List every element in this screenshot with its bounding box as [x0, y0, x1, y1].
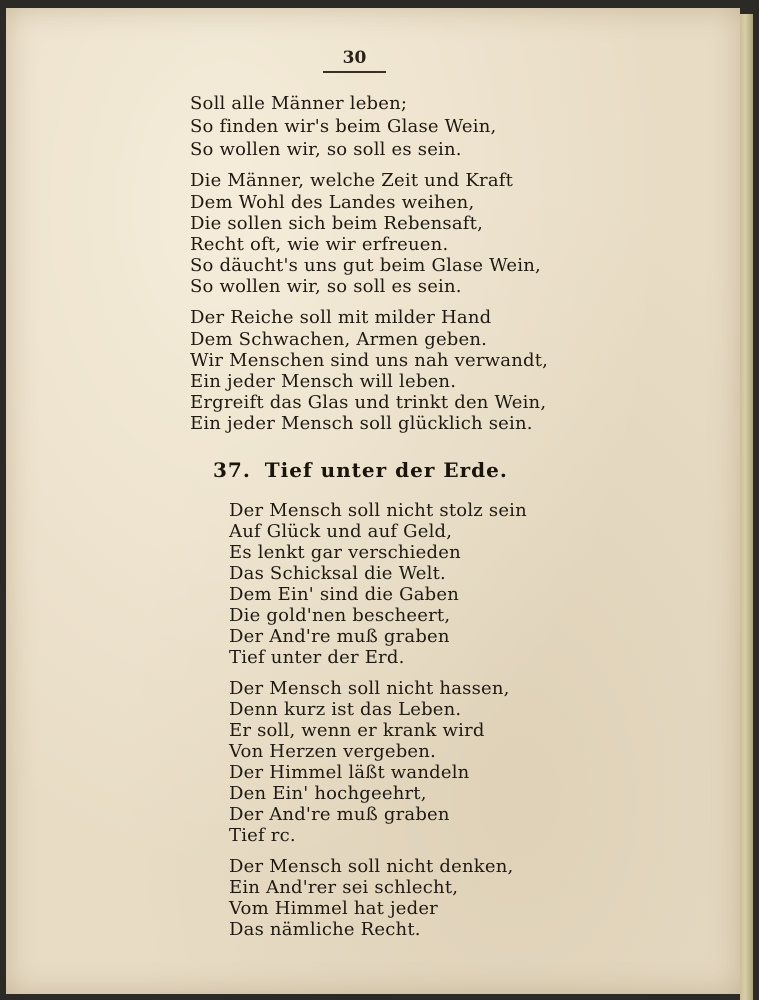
lyric-line: Der Mensch soll nicht hassen, [229, 678, 510, 699]
lyric-line: Dem Ein' sind die Gaben [229, 584, 459, 605]
lyric-line: Von Herzen vergeben. [229, 741, 436, 762]
poem-line: So finden wir's beim Glase Wein, [190, 116, 497, 137]
lyric-line: Den Ein' hochgeehrt, [229, 783, 427, 804]
lyric-line: Der Himmel läßt wandeln [229, 762, 470, 783]
poem-line: Soll alle Männer leben; [190, 93, 408, 114]
lyric-line: Auf Glück und auf Geld, [229, 521, 453, 542]
song-title: Tief unter der Erde. [264, 458, 508, 482]
song-heading [213, 458, 508, 482]
poem-line: Ein jeder Mensch will leben. [190, 371, 457, 392]
lyric-line: Der Mensch soll nicht denken, [229, 856, 514, 877]
poem-line: Ein jeder Mensch soll glücklich sein. [190, 413, 533, 434]
poem-line: Ergreift das Glas und trinkt den Wein, [190, 392, 547, 413]
lyric-line: Die gold'nen bescheert, [229, 605, 451, 626]
poem-line: So wollen wir, so soll es sein. [190, 139, 462, 160]
lyric-line: Der And're muß graben [229, 626, 450, 647]
poem-line: So däucht's uns gut beim Glase Wein, [190, 255, 541, 276]
lyric-line: Es lenkt gar verschieden [229, 542, 461, 563]
page-number: 30 [323, 48, 386, 73]
poem-line: Dem Wohl des Landes weihen, [190, 192, 475, 213]
lyric-line: Denn kurz ist das Leben. [229, 699, 462, 720]
poem-line: Die sollen sich beim Rebensaft, [190, 213, 483, 234]
lyric-line: Tief rc. [229, 825, 296, 846]
lyric-line: Vom Himmel hat jeder [229, 898, 438, 919]
poem-line: Wir Menschen sind uns nah verwandt, [190, 350, 549, 371]
poem-line: So wollen wir, so soll es sein. [190, 276, 462, 297]
lyric-line: Der Mensch soll nicht stolz sein [229, 500, 527, 521]
song-number: 37. [213, 458, 251, 482]
poem-line: Recht oft, wie wir erfreuen. [190, 234, 449, 255]
lyric-line: Das Schicksal die Welt. [229, 563, 446, 584]
lyric-line: Das nämliche Recht. [229, 919, 421, 940]
poem-line: Die Männer, welche Zeit und Kraft [190, 170, 514, 191]
poem-line: Dem Schwachen, Armen geben. [190, 329, 488, 350]
lyric-line: Ein And'rer sei schlecht, [229, 877, 459, 898]
next-page-edge [740, 14, 753, 1000]
lyric-line: Er soll, wenn er krank wird [229, 720, 485, 741]
lyric-line: Tief unter der Erd. [229, 647, 405, 668]
poem-line: Der Reiche soll mit milder Hand [190, 307, 492, 328]
lyric-line: Der And're muß graben [229, 804, 450, 825]
